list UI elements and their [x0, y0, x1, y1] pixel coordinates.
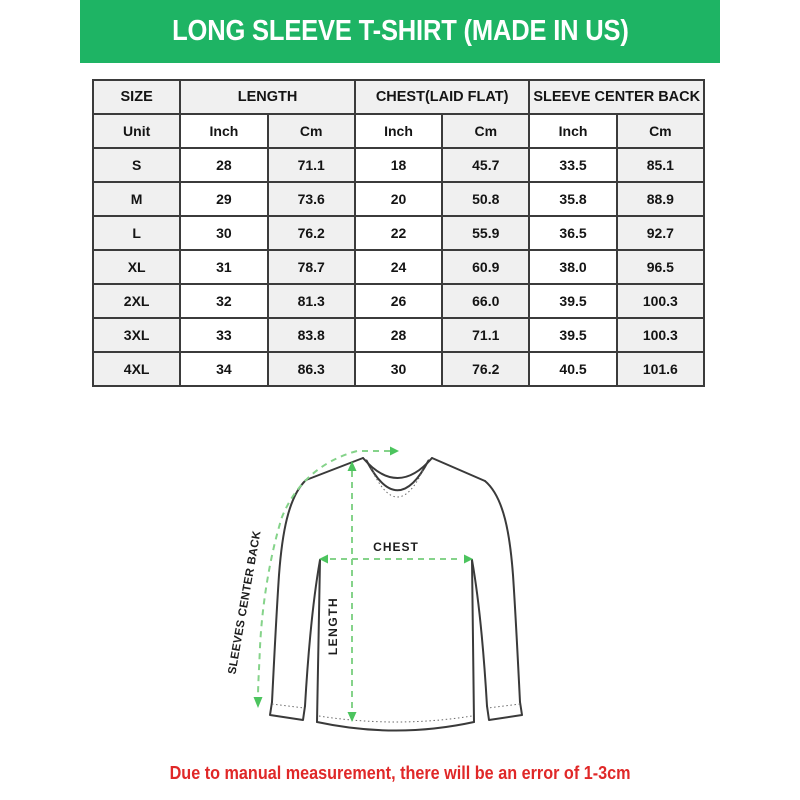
size-cell: S: [93, 148, 180, 182]
table-row: [93, 250, 704, 284]
table-row: [93, 352, 704, 386]
header-cell: LENGTH: [180, 80, 355, 114]
unit-cell: Inch: [355, 114, 442, 148]
table-row: [93, 216, 704, 250]
chest-label: CHEST: [373, 540, 419, 554]
value-cell: 88.9: [617, 182, 704, 216]
sleeve-arrow-right-icon: [390, 447, 399, 456]
value-cell: 83.8: [268, 318, 355, 352]
value-cell: 71.1: [268, 148, 355, 182]
size-cell: 2XL: [93, 284, 180, 318]
length-measure: [326, 461, 357, 722]
collar-outer-line: [363, 458, 432, 478]
unit-cell: Cm: [442, 114, 529, 148]
unit-cell: Cm: [617, 114, 704, 148]
value-cell: 18: [355, 148, 442, 182]
value-cell: 71.1: [442, 318, 529, 352]
size-cell: 3XL: [93, 318, 180, 352]
table-row: [93, 148, 704, 182]
value-cell: 92.7: [617, 216, 704, 250]
length-arrow-down-icon: [348, 712, 357, 722]
table-unit-row: [93, 114, 704, 148]
length-label: LENGTH: [326, 596, 340, 656]
hem-stitch-line: [319, 716, 472, 722]
value-cell: 40.5: [529, 352, 616, 386]
value-cell: 55.9: [442, 216, 529, 250]
value-cell: 86.3: [268, 352, 355, 386]
value-cell: 29: [180, 182, 267, 216]
page-title: LONG SLEEVE T-SHIRT (MADE IN US): [171, 15, 629, 47]
sleeve-measure-line: [258, 451, 390, 697]
right-cuff: [487, 702, 522, 720]
table-header-row: [93, 80, 704, 114]
shirt-svg: [200, 425, 600, 755]
value-cell: 76.2: [268, 216, 355, 250]
size-cell: XL: [93, 250, 180, 284]
right-sleeve-outer: [485, 481, 520, 702]
size-cell: 4XL: [93, 352, 180, 386]
table-row: [93, 182, 704, 216]
torso-right-line: [472, 560, 474, 722]
table-row: [93, 284, 704, 318]
value-cell: 22: [355, 216, 442, 250]
value-cell: 33.5: [529, 148, 616, 182]
sleeve-measure: [226, 447, 399, 709]
value-cell: 39.5: [529, 318, 616, 352]
unit-cell: Inch: [529, 114, 616, 148]
size-table: [92, 79, 705, 387]
value-cell: 50.8: [442, 182, 529, 216]
sleeve-label: SLEEVES CENTER BACK: [226, 529, 264, 676]
right-shoulder-line: [432, 458, 485, 481]
chest-measure: [319, 540, 473, 564]
value-cell: 100.3: [617, 318, 704, 352]
value-cell: 66.0: [442, 284, 529, 318]
value-cell: 39.5: [529, 284, 616, 318]
value-cell: 101.6: [617, 352, 704, 386]
collar-inner-line: [367, 461, 429, 491]
value-cell: 24: [355, 250, 442, 284]
header-cell: SIZE: [93, 80, 180, 114]
value-cell: 81.3: [268, 284, 355, 318]
value-cell: 20: [355, 182, 442, 216]
header-cell: SLEEVE CENTER BACK: [529, 80, 704, 114]
size-cell: L: [93, 216, 180, 250]
table-row: [93, 318, 704, 352]
value-cell: 60.9: [442, 250, 529, 284]
value-cell: 28: [355, 318, 442, 352]
value-cell: 38.0: [529, 250, 616, 284]
shirt-outline: [270, 458, 522, 731]
footer-note-text: Due to manual measurement, there will be an error of 1-3cm: [169, 762, 631, 783]
value-cell: 85.1: [617, 148, 704, 182]
header-cell: CHEST(LAID FLAT): [355, 80, 530, 114]
left-cuff: [270, 702, 305, 720]
shirt-diagram: [200, 425, 600, 755]
value-cell: 78.7: [268, 250, 355, 284]
size-cell: M: [93, 182, 180, 216]
hem-line: [317, 722, 474, 731]
torso-left-line: [317, 560, 320, 722]
value-cell: 100.3: [617, 284, 704, 318]
value-cell: 73.6: [268, 182, 355, 216]
unit-cell: Inch: [180, 114, 267, 148]
value-cell: 26: [355, 284, 442, 318]
value-cell: 45.7: [442, 148, 529, 182]
unit-cell: Unit: [93, 114, 180, 148]
value-cell: 34: [180, 352, 267, 386]
unit-cell: Cm: [268, 114, 355, 148]
value-cell: 31: [180, 250, 267, 284]
value-cell: 30: [180, 216, 267, 250]
value-cell: 32: [180, 284, 267, 318]
value-cell: 35.8: [529, 182, 616, 216]
title-banner: [80, 0, 720, 63]
left-sleeve-outer: [272, 480, 306, 702]
value-cell: 30: [355, 352, 442, 386]
value-cell: 28: [180, 148, 267, 182]
sleeve-arrow-down-icon: [254, 697, 263, 708]
left-cuff-stitch: [272, 704, 304, 708]
value-cell: 36.5: [529, 216, 616, 250]
value-cell: 76.2: [442, 352, 529, 386]
value-cell: 33: [180, 318, 267, 352]
value-cell: 96.5: [617, 250, 704, 284]
right-cuff-stitch: [488, 704, 520, 708]
footer-note: [0, 758, 800, 788]
